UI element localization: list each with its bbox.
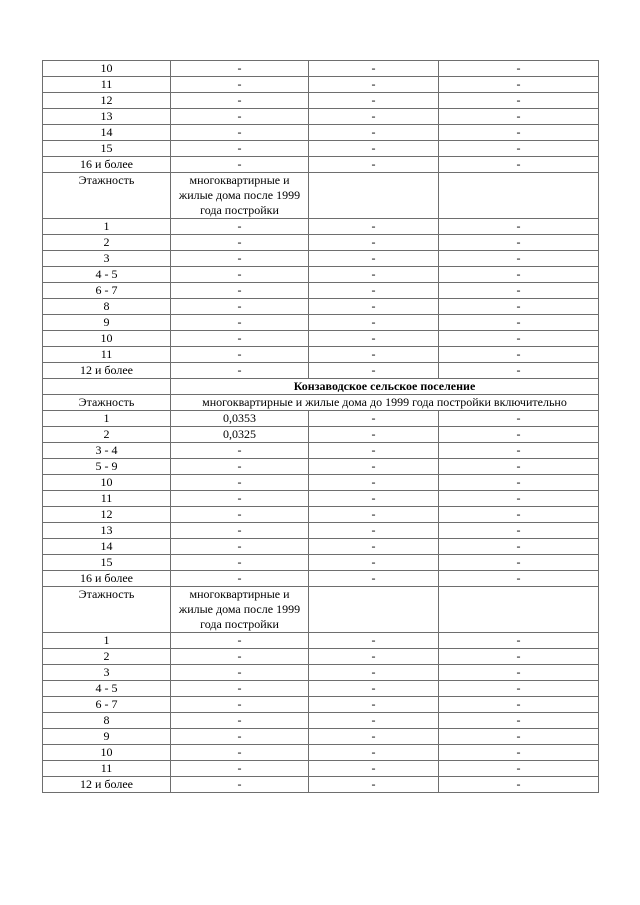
floors-cell: 12 [43, 507, 171, 523]
value-cell: - [171, 697, 309, 713]
value-cell: - [309, 363, 439, 379]
value-cell: - [309, 681, 439, 697]
floors-cell: 9 [43, 729, 171, 745]
table-row [43, 251, 599, 267]
floors-cell: 13 [43, 109, 171, 125]
table-row [43, 459, 599, 475]
floors-cell: 10 [43, 331, 171, 347]
table-row [43, 61, 599, 77]
value-cell: - [171, 649, 309, 665]
section-header-row [43, 173, 599, 219]
building-type-header: многоквартирные и жилые дома после 1999 года постройки [171, 173, 309, 219]
floors-cell: 6 - 7 [43, 697, 171, 713]
value-cell: - [171, 315, 309, 331]
table-row [43, 125, 599, 141]
table-row [43, 697, 599, 713]
table-row [43, 539, 599, 555]
value-cell: - [439, 665, 599, 681]
value-cell: - [309, 219, 439, 235]
value-cell: - [439, 761, 599, 777]
empty-header-cell [439, 587, 599, 633]
building-type-header: многоквартирные и жилые дома до 1999 года постройки включительно [171, 395, 599, 411]
value-cell: - [171, 665, 309, 681]
value-cell: - [439, 459, 599, 475]
value-cell: - [171, 761, 309, 777]
floors-cell: 3 - 4 [43, 443, 171, 459]
table-row [43, 507, 599, 523]
table-row [43, 571, 599, 587]
value-cell: - [439, 251, 599, 267]
table-row [43, 93, 599, 109]
table-row [43, 235, 599, 251]
table-row [43, 761, 599, 777]
value-cell: - [439, 649, 599, 665]
value-cell: - [171, 555, 309, 571]
value-cell: - [171, 77, 309, 93]
value-cell: - [309, 157, 439, 173]
value-cell: - [439, 331, 599, 347]
floors-cell: 15 [43, 555, 171, 571]
empty-header-cell [309, 587, 439, 633]
value-cell: - [171, 93, 309, 109]
value-cell: - [309, 315, 439, 331]
value-cell: - [439, 77, 599, 93]
table-row [43, 283, 599, 299]
value-cell: - [439, 299, 599, 315]
floors-header: Этажность [43, 395, 171, 411]
value-cell: - [439, 555, 599, 571]
value-cell: - [439, 219, 599, 235]
table-row [43, 347, 599, 363]
value-cell: - [439, 571, 599, 587]
value-cell: - [439, 713, 599, 729]
value-cell: - [309, 523, 439, 539]
floors-cell: 2 [43, 235, 171, 251]
value-cell: - [439, 523, 599, 539]
value-cell: - [171, 539, 309, 555]
value-cell: - [309, 777, 439, 793]
value-cell: - [309, 347, 439, 363]
value-cell: - [309, 235, 439, 251]
section-title-spacer [43, 379, 171, 395]
value-cell: - [439, 141, 599, 157]
floors-cell: 14 [43, 539, 171, 555]
value-cell: - [439, 697, 599, 713]
value-cell: - [309, 633, 439, 649]
value-cell: 0,0353 [171, 411, 309, 427]
value-cell: - [439, 443, 599, 459]
floors-header: Этажность [43, 587, 171, 633]
building-type-header: многоквартирные и жилые дома после 1999 года постройки [171, 587, 309, 633]
value-cell: - [439, 427, 599, 443]
floors-cell: 2 [43, 649, 171, 665]
value-cell: 0,0325 [171, 427, 309, 443]
value-cell: - [309, 299, 439, 315]
value-cell: - [171, 61, 309, 77]
floors-cell: 11 [43, 347, 171, 363]
value-cell: - [439, 729, 599, 745]
section-title-row [43, 379, 599, 395]
floors-cell: 14 [43, 125, 171, 141]
value-cell: - [171, 459, 309, 475]
value-cell: - [439, 777, 599, 793]
value-cell: - [309, 761, 439, 777]
floors-cell: 3 [43, 251, 171, 267]
floors-cell: 4 - 5 [43, 681, 171, 697]
table-row [43, 729, 599, 745]
floors-cell: 13 [43, 523, 171, 539]
floors-cell: 4 - 5 [43, 267, 171, 283]
value-cell: - [439, 539, 599, 555]
value-cell: - [439, 283, 599, 299]
floors-cell: 1 [43, 633, 171, 649]
value-cell: - [439, 491, 599, 507]
value-cell: - [171, 491, 309, 507]
value-cell: - [171, 331, 309, 347]
table-row [43, 77, 599, 93]
value-cell: - [171, 507, 309, 523]
value-cell: - [309, 267, 439, 283]
value-cell: - [171, 681, 309, 697]
value-cell: - [171, 363, 309, 379]
value-cell: - [439, 93, 599, 109]
value-cell: - [171, 729, 309, 745]
value-cell: - [171, 571, 309, 587]
floors-cell: 3 [43, 665, 171, 681]
value-cell: - [439, 363, 599, 379]
table-row [43, 427, 599, 443]
empty-header-cell [439, 173, 599, 219]
value-cell: - [309, 411, 439, 427]
value-cell: - [171, 347, 309, 363]
value-cell: - [309, 729, 439, 745]
table-row [43, 141, 599, 157]
section-header-row [43, 587, 599, 633]
value-cell: - [171, 157, 309, 173]
value-cell: - [171, 109, 309, 125]
table-row [43, 109, 599, 125]
table-row [43, 681, 599, 697]
empty-header-cell [309, 173, 439, 219]
value-cell: - [171, 475, 309, 491]
table-row [43, 299, 599, 315]
table-row [43, 443, 599, 459]
table-row [43, 363, 599, 379]
value-cell: - [309, 283, 439, 299]
floors-cell: 11 [43, 761, 171, 777]
floors-cell: 11 [43, 491, 171, 507]
value-cell: - [439, 235, 599, 251]
table-row [43, 315, 599, 331]
floors-cell: 1 [43, 411, 171, 427]
value-cell: - [309, 459, 439, 475]
value-cell: - [439, 109, 599, 125]
floors-header: Этажность [43, 173, 171, 219]
value-cell: - [439, 61, 599, 77]
value-cell: - [171, 251, 309, 267]
value-cell: - [439, 411, 599, 427]
value-cell: - [309, 507, 439, 523]
value-cell: - [171, 235, 309, 251]
value-cell: - [439, 315, 599, 331]
value-cell: - [309, 665, 439, 681]
value-cell: - [309, 427, 439, 443]
value-cell: - [309, 125, 439, 141]
value-cell: - [309, 697, 439, 713]
table-row [43, 267, 599, 283]
tariff-table [42, 60, 599, 793]
floors-cell: 10 [43, 475, 171, 491]
value-cell: - [171, 299, 309, 315]
value-cell: - [309, 251, 439, 267]
table-row [43, 745, 599, 761]
floors-cell: 11 [43, 77, 171, 93]
settlement-title: Конзаводское сельское поселение [171, 379, 599, 395]
value-cell: - [309, 475, 439, 491]
floors-cell: 10 [43, 745, 171, 761]
value-cell: - [309, 649, 439, 665]
floors-cell: 8 [43, 713, 171, 729]
table-row [43, 331, 599, 347]
value-cell: - [309, 443, 439, 459]
floors-cell: 12 [43, 93, 171, 109]
table-row [43, 491, 599, 507]
value-cell: - [171, 745, 309, 761]
value-cell: - [171, 267, 309, 283]
value-cell: - [171, 777, 309, 793]
floors-cell: 2 [43, 427, 171, 443]
table-row [43, 665, 599, 681]
value-cell: - [309, 109, 439, 125]
value-cell: - [309, 61, 439, 77]
floors-cell: 12 и более [43, 363, 171, 379]
value-cell: - [439, 157, 599, 173]
value-cell: - [171, 141, 309, 157]
floors-cell: 15 [43, 141, 171, 157]
table-row [43, 157, 599, 173]
value-cell: - [309, 331, 439, 347]
floors-cell: 5 - 9 [43, 459, 171, 475]
floors-cell: 6 - 7 [43, 283, 171, 299]
value-cell: - [439, 681, 599, 697]
value-cell: - [171, 713, 309, 729]
value-cell: - [171, 443, 309, 459]
value-cell: - [439, 745, 599, 761]
table-row [43, 713, 599, 729]
value-cell: - [439, 125, 599, 141]
value-cell: - [309, 713, 439, 729]
floors-cell: 1 [43, 219, 171, 235]
table-row [43, 777, 599, 793]
value-cell: - [439, 633, 599, 649]
tariff-table-body [43, 61, 599, 793]
table-row [43, 411, 599, 427]
value-cell: - [309, 77, 439, 93]
table-row [43, 523, 599, 539]
value-cell: - [171, 523, 309, 539]
value-cell: - [439, 507, 599, 523]
value-cell: - [439, 347, 599, 363]
value-cell: - [171, 633, 309, 649]
section-header-row [43, 395, 599, 411]
value-cell: - [171, 283, 309, 299]
value-cell: - [439, 475, 599, 491]
floors-cell: 10 [43, 61, 171, 77]
value-cell: - [309, 745, 439, 761]
value-cell: - [309, 141, 439, 157]
table-row [43, 633, 599, 649]
value-cell: - [309, 491, 439, 507]
floors-cell: 9 [43, 315, 171, 331]
table-row [43, 219, 599, 235]
value-cell: - [309, 93, 439, 109]
value-cell: - [309, 539, 439, 555]
table-row [43, 555, 599, 571]
table-row [43, 649, 599, 665]
table-row [43, 475, 599, 491]
floors-cell: 16 и более [43, 157, 171, 173]
value-cell: - [309, 571, 439, 587]
value-cell: - [439, 267, 599, 283]
value-cell: - [171, 219, 309, 235]
value-cell: - [171, 125, 309, 141]
floors-cell: 12 и более [43, 777, 171, 793]
floors-cell: 8 [43, 299, 171, 315]
floors-cell: 16 и более [43, 571, 171, 587]
value-cell: - [309, 555, 439, 571]
